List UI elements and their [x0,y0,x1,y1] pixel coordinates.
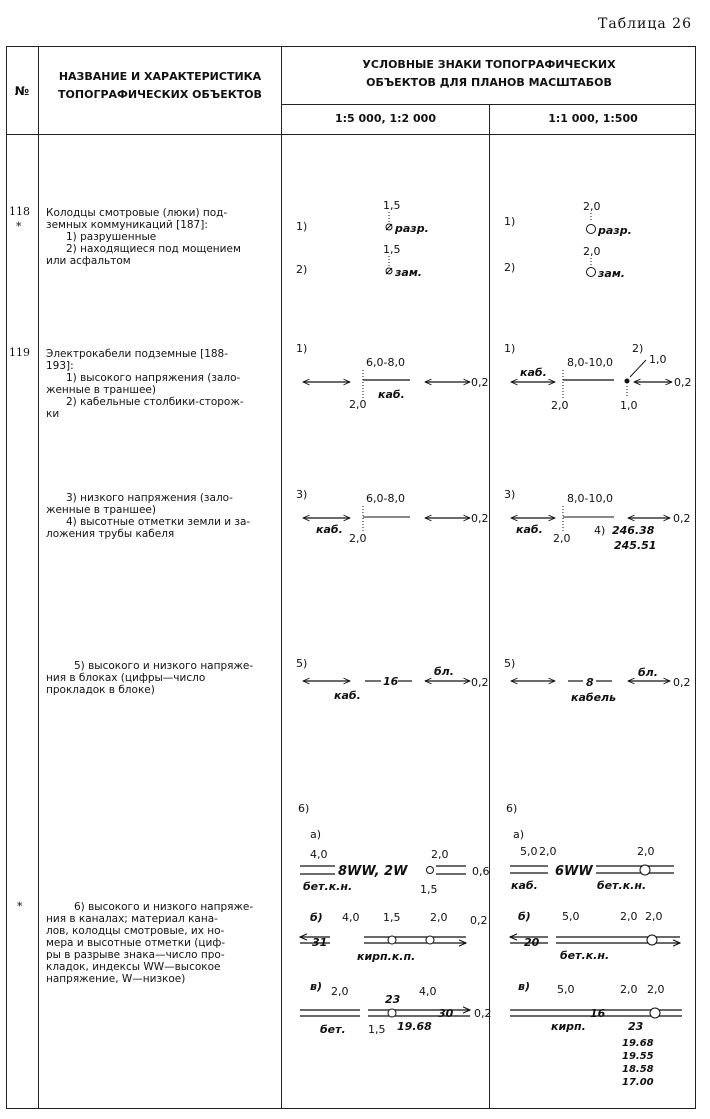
desc-line: женные в траншее) [46,384,156,396]
s1196-h1-a: 19.68 [397,1020,432,1033]
s1196-manhole-icon-g [650,1008,660,1018]
s1191-dim-b: 8,0-10,0 [567,356,613,369]
s1191-n2-b: 2) [632,342,644,355]
s1195-d02-a: 0,2 [471,676,489,689]
desc-line: лов, колодцы смотровые, их но- [46,925,225,937]
s118-razr-a: разр. [395,222,429,235]
desc-line: 4) высотные отметки земли и за- [66,516,251,528]
s1196-kirpkp-a: кирп.к.п. [357,950,416,963]
s1196-na-b: а) [513,828,525,841]
s1191-d20-b: 2,0 [551,399,569,412]
s1191-n1-a: 1) [296,342,308,355]
s118-d20-a: 2,0 [583,200,601,213]
s1191-d10-b: 1,0 [620,399,638,412]
s1196-nv-b: в) [518,980,530,993]
s118-zam-b: зам. [598,267,625,280]
s118-n2-b: 2) [504,261,516,274]
s1191-n1-b: 1) [504,342,516,355]
s1196-d20-e: 2,0 [539,845,557,858]
s1193-d02-b: 0,2 [673,512,691,525]
desc-line: ложения трубы кабеля [46,528,175,540]
s1195-n5-a: 5) [296,657,308,670]
header-scale-a: 1:5 000, 1:2 000 [334,112,436,125]
desc-line: 2) находящиеся под мощением [66,243,241,255]
s1196-n31: 31 [312,936,328,949]
s1196-bet-a: бет. [320,1023,346,1036]
s1195-d02-b: 0,2 [673,676,691,689]
desc-line: 5) высокого и низкого напряже- [74,660,254,672]
s1196-n20: 20 [524,936,540,949]
desc-line: ния в каналах; материал кана- [46,913,218,925]
row-119-6-star: * [17,900,23,913]
s1196-d15-a: 1,5 [420,883,438,896]
desc-line: кладок, индексы WW—высокое [46,961,221,973]
s118-d20-b: 2,0 [583,245,601,258]
s118-n1-b: 1) [504,215,516,228]
s1196-b-text: 6WW [555,864,593,879]
header-scale-b: 1:1 000, 1:500 [548,112,638,125]
s1196-d50-c: 5,0 [557,983,575,996]
s1196-d15-b: 1,5 [383,911,401,924]
s1196-manhole-icon-b [388,936,396,944]
s1196-d40-b: 4,0 [342,911,360,924]
desc-line: 3) низкого напряжения (зало- [66,492,233,504]
desc-line: женные в траншее) [46,504,156,516]
s1191-cable-post-icon [625,379,630,384]
desc-line: ния в блоках (цифры—число [46,672,206,684]
row-119-number: 119 [9,346,30,359]
s1196-d40-a: 4,0 [310,848,328,861]
s1196-d20-b: 2,0 [430,911,448,924]
s1196-manhole-icon-e [640,865,650,875]
s1196-manhole-icon-c [426,936,434,944]
s1193-d20-b: 2,0 [553,532,571,545]
desc-line: прокладок в блоке) [46,684,155,696]
s1195-kab-a: каб. [334,689,361,702]
s1196-d50-b: 5,0 [562,910,580,923]
row-118-star: * [16,220,22,233]
desc-line: напряжение, W—низкое) [46,973,186,985]
s1196-h4-b: 17.00 [622,1077,654,1088]
s1191-kab-a: каб. [378,388,405,401]
s1196-n23-b: 23 [628,1020,644,1033]
s1196-d20-i: 2,0 [620,983,638,996]
s1196-nv-a: в) [310,980,322,993]
s1196-d40-c: 4,0 [419,985,437,998]
s118-d15-a: 1,5 [383,199,401,212]
s1196-d15-c: 1,5 [368,1023,386,1036]
table-title: Таблица 26 [598,16,692,32]
s1196-d20-j: 2,0 [647,983,665,996]
s1196-d50-a: 5,0 [520,845,538,858]
s1196-kirp-b: кирп. [551,1020,586,1033]
row-118-number: 118 [9,205,30,218]
s1193-n4: 4) [594,524,606,537]
s118-n2-a: 2) [296,263,308,276]
desc-line: 2) кабельные столбики-сторож- [66,396,244,408]
s1196-d06: 0,6 [472,865,490,878]
s1196-manhole-icon-d [388,1009,396,1017]
header-symbols-line-1: УСЛОВНЫЕ ЗНАКИ ТОПОГРАФИЧЕСКИХ [362,58,616,71]
s1195-bl-a: бл. [434,665,454,678]
s1196-h2-b: 19.55 [622,1051,654,1062]
s1193-dim-b: 8,0-10,0 [567,492,613,505]
desc-line: Электрокабели подземные [188- [46,348,229,360]
desc-line: или асфальтом [46,255,131,267]
s1196-kab-b: каб. [511,879,538,892]
s1193-d02-a: 0,2 [471,512,489,525]
s1196-n16: 16 [590,1007,606,1020]
desc-line: 1) разрушенные [66,231,157,243]
s1196-d02-b: 0,2 [470,914,488,927]
desc-line: 193]: [46,360,74,372]
s1196-d20-f: 2,0 [637,845,655,858]
s1196-na-a: а) [310,828,322,841]
s118-razr-b: разр. [598,224,632,237]
s1196-manhole-icon-f [647,935,657,945]
s1196-a-text: 8WW, 2W [338,864,408,879]
s1196-nb-b: б) [518,910,531,923]
desc-line: 1) высокого напряжения (зало- [66,372,241,384]
s1195-bl-b: бл. [638,666,658,679]
header-num: № [14,84,30,98]
s1196-n6-a: 6) [298,802,310,815]
s1195-kabel-b: кабель [571,691,617,704]
desc-line: мера и высотные отметки (циф- [46,937,226,949]
s118-zam-a: зам. [395,266,422,279]
s1193-kab-a: каб. [316,523,343,536]
s1196-nb-a: б) [310,911,323,924]
s1196-d20-g: 2,0 [620,910,638,923]
s1195-n5-b: 5) [504,657,516,670]
s1196-manhole-icon [427,867,434,874]
s1193-h2: 245.51 [614,539,657,552]
s1196-betkn-b: бет.к.н. [597,879,647,892]
s1196-h3-b: 18.58 [622,1064,654,1075]
s1196-n6-b: 6) [506,802,518,815]
desc-line: земных коммуникаций [187]: [46,219,208,231]
s118-n1-a: 1) [296,220,308,233]
s1193-dim-a: 6,0-8,0 [366,492,405,505]
s1193-kab-b: каб. [516,523,543,536]
header-name-line-2: ТОПОГРАФИЧЕСКИХ ОБЪЕКТОВ [58,88,262,101]
s1193-n3-b: 3) [504,488,516,501]
s1191-dim-a: 6,0-8,0 [366,356,405,369]
s118-manhole-paved-icon-b [587,268,596,277]
s1195-count-a: 16 [383,675,399,688]
s1196-n23-a: 23 [385,993,401,1006]
s1196-n30: 30 [438,1007,454,1020]
s1191-d02-a: 0,2 [471,376,489,389]
header-symbols-line-2: ОБЪЕКТОВ ДЛЯ ПЛАНОВ МАСШТАБОВ [366,76,612,89]
desc-line: ки [46,408,60,420]
s1191-d02-b: 0,2 [674,376,692,389]
s118-d15-b: 1,5 [383,243,401,256]
s1193-d20-a: 2,0 [349,532,367,545]
s1196-d20-h: 2,0 [645,910,663,923]
s1195-count-b: 8 [586,676,594,689]
desc-line: Колодцы смотровые (люки) под- [46,207,228,219]
s1191-leader [630,360,646,377]
s1196-d20-a1: 2,0 [431,848,449,861]
s1191-d20-a: 2,0 [349,398,367,411]
s1196-betkn-c: бет.к.н. [560,949,610,962]
s1191-kab-b: каб. [520,366,547,379]
s118-manhole-broken-icon-b [587,225,596,234]
header-name-line-1: НАЗВАНИЕ И ХАРАКТЕРИСТИКА [58,70,262,83]
desc-line: 6) высокого и низкого напряже- [74,901,254,913]
desc-line: ры в разрыве знака—число про- [46,949,225,961]
s1196-h1-b: 19.68 [622,1038,654,1049]
s1196-d20-c: 2,0 [331,985,349,998]
s1193-n3-a: 3) [296,488,308,501]
s1191-d10: 1,0 [649,353,667,366]
s1193-h1: 246.38 [612,524,655,537]
s1196-d02-c: 0,2 [474,1007,492,1020]
s1196-betkn-a: бет.к.н. [303,880,353,893]
